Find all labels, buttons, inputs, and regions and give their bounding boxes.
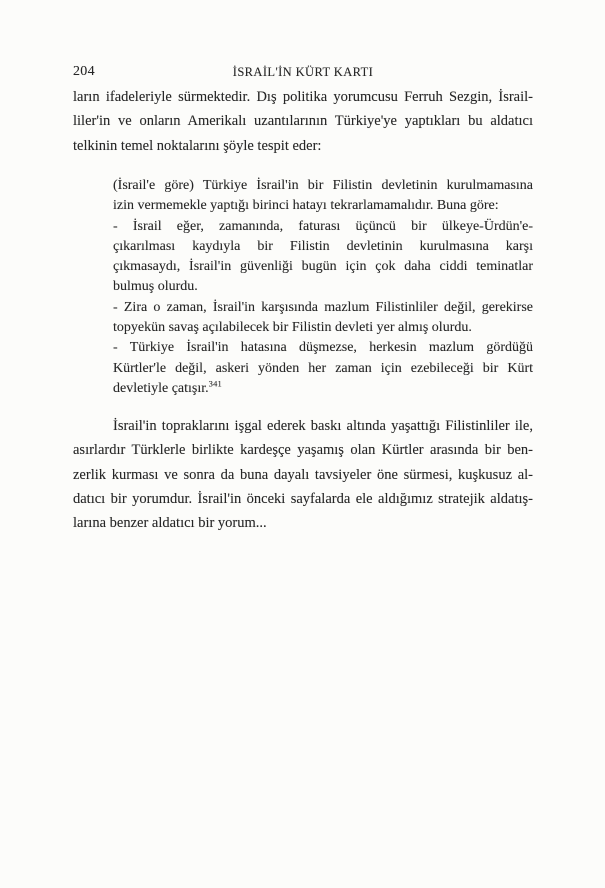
text-line: telkinin temel noktalarını şöyle tespit eder: (73, 137, 322, 154)
block-quote (113, 176, 533, 399)
text-line: asırlardır Türklerle birlikte kardeşçe yaşamış olan Kürtler arasında bir ben- (73, 442, 533, 459)
text-line: - Türkiye İsrail'in hatasına düşmezse, herkesin mazlum gördüğü (113, 340, 533, 356)
footnote-reference: 341 (208, 378, 222, 389)
text-line: bulmuş olurdu. (113, 279, 198, 295)
text-line: ların ifadeleriyle sürmektedir. Dış politika yorumcusu Ferruh Sezgin, İsrail- (73, 89, 533, 105)
paragraph-closing (73, 414, 533, 535)
text-line: - İsrail eğer, zamanında, faturası üçüncü bir ülkeye-Ürdün'e- (113, 218, 533, 234)
text-line: zerlik kurması ve sonra da buna dayalı tavsiyeler öne sürmesi, kuşkusuz al- (73, 466, 533, 483)
text-line: topyekün savaş açılabilecek bir Filistin devleti yer almış olurdu. (113, 320, 472, 336)
quote-last-line: devletiyle çatışır. (113, 380, 209, 396)
paragraph-intro (73, 85, 533, 158)
text-line: Kürtler'le değil, askeri yönden her zaman için ezebileceği bir Kürt (113, 360, 533, 376)
text-line: larına benzer aldatıcı bir yorum... (73, 515, 267, 532)
text-line (113, 379, 533, 399)
running-title: İSRAİL'İN KÜRT KARTI (232, 65, 374, 79)
text-line: - Zira o zaman, İsrail'in karşısında mazlum Filistinliler değil, gerekirse (113, 299, 533, 315)
text-line: izin vermemekle yaptığı birinci hatayı tekrarlamamalıdır. Buna göre: (113, 198, 499, 214)
running-head (73, 64, 533, 82)
text-line: (İsrail'e göre) Türkiye İsrail'in bir Filistin devletinin kurulmamasına (113, 178, 533, 193)
text-line: çıkmasaydı, İsrail'in güvenliği bugün için çok daha ciddi teminatlar (113, 259, 533, 275)
text-line: liler'in ve onların Amerikalı uzantılarının Türkiye'ye yaptıkları bu aldatıcı (73, 113, 533, 130)
page-number: 204 (73, 64, 95, 79)
text-line: datıcı bir yorumdur. İsrail'in önceki sayfalarda ele aldığımız stratejik aldatış- (73, 490, 533, 507)
text-line: İsrail'in topraklarını işgal ederek baskı altında yaşattığı Filistinliler ile, (113, 418, 533, 434)
text-line: çıkarılması kaydıyla bir Filistin devletinin kurulmasına karşı (113, 238, 533, 254)
